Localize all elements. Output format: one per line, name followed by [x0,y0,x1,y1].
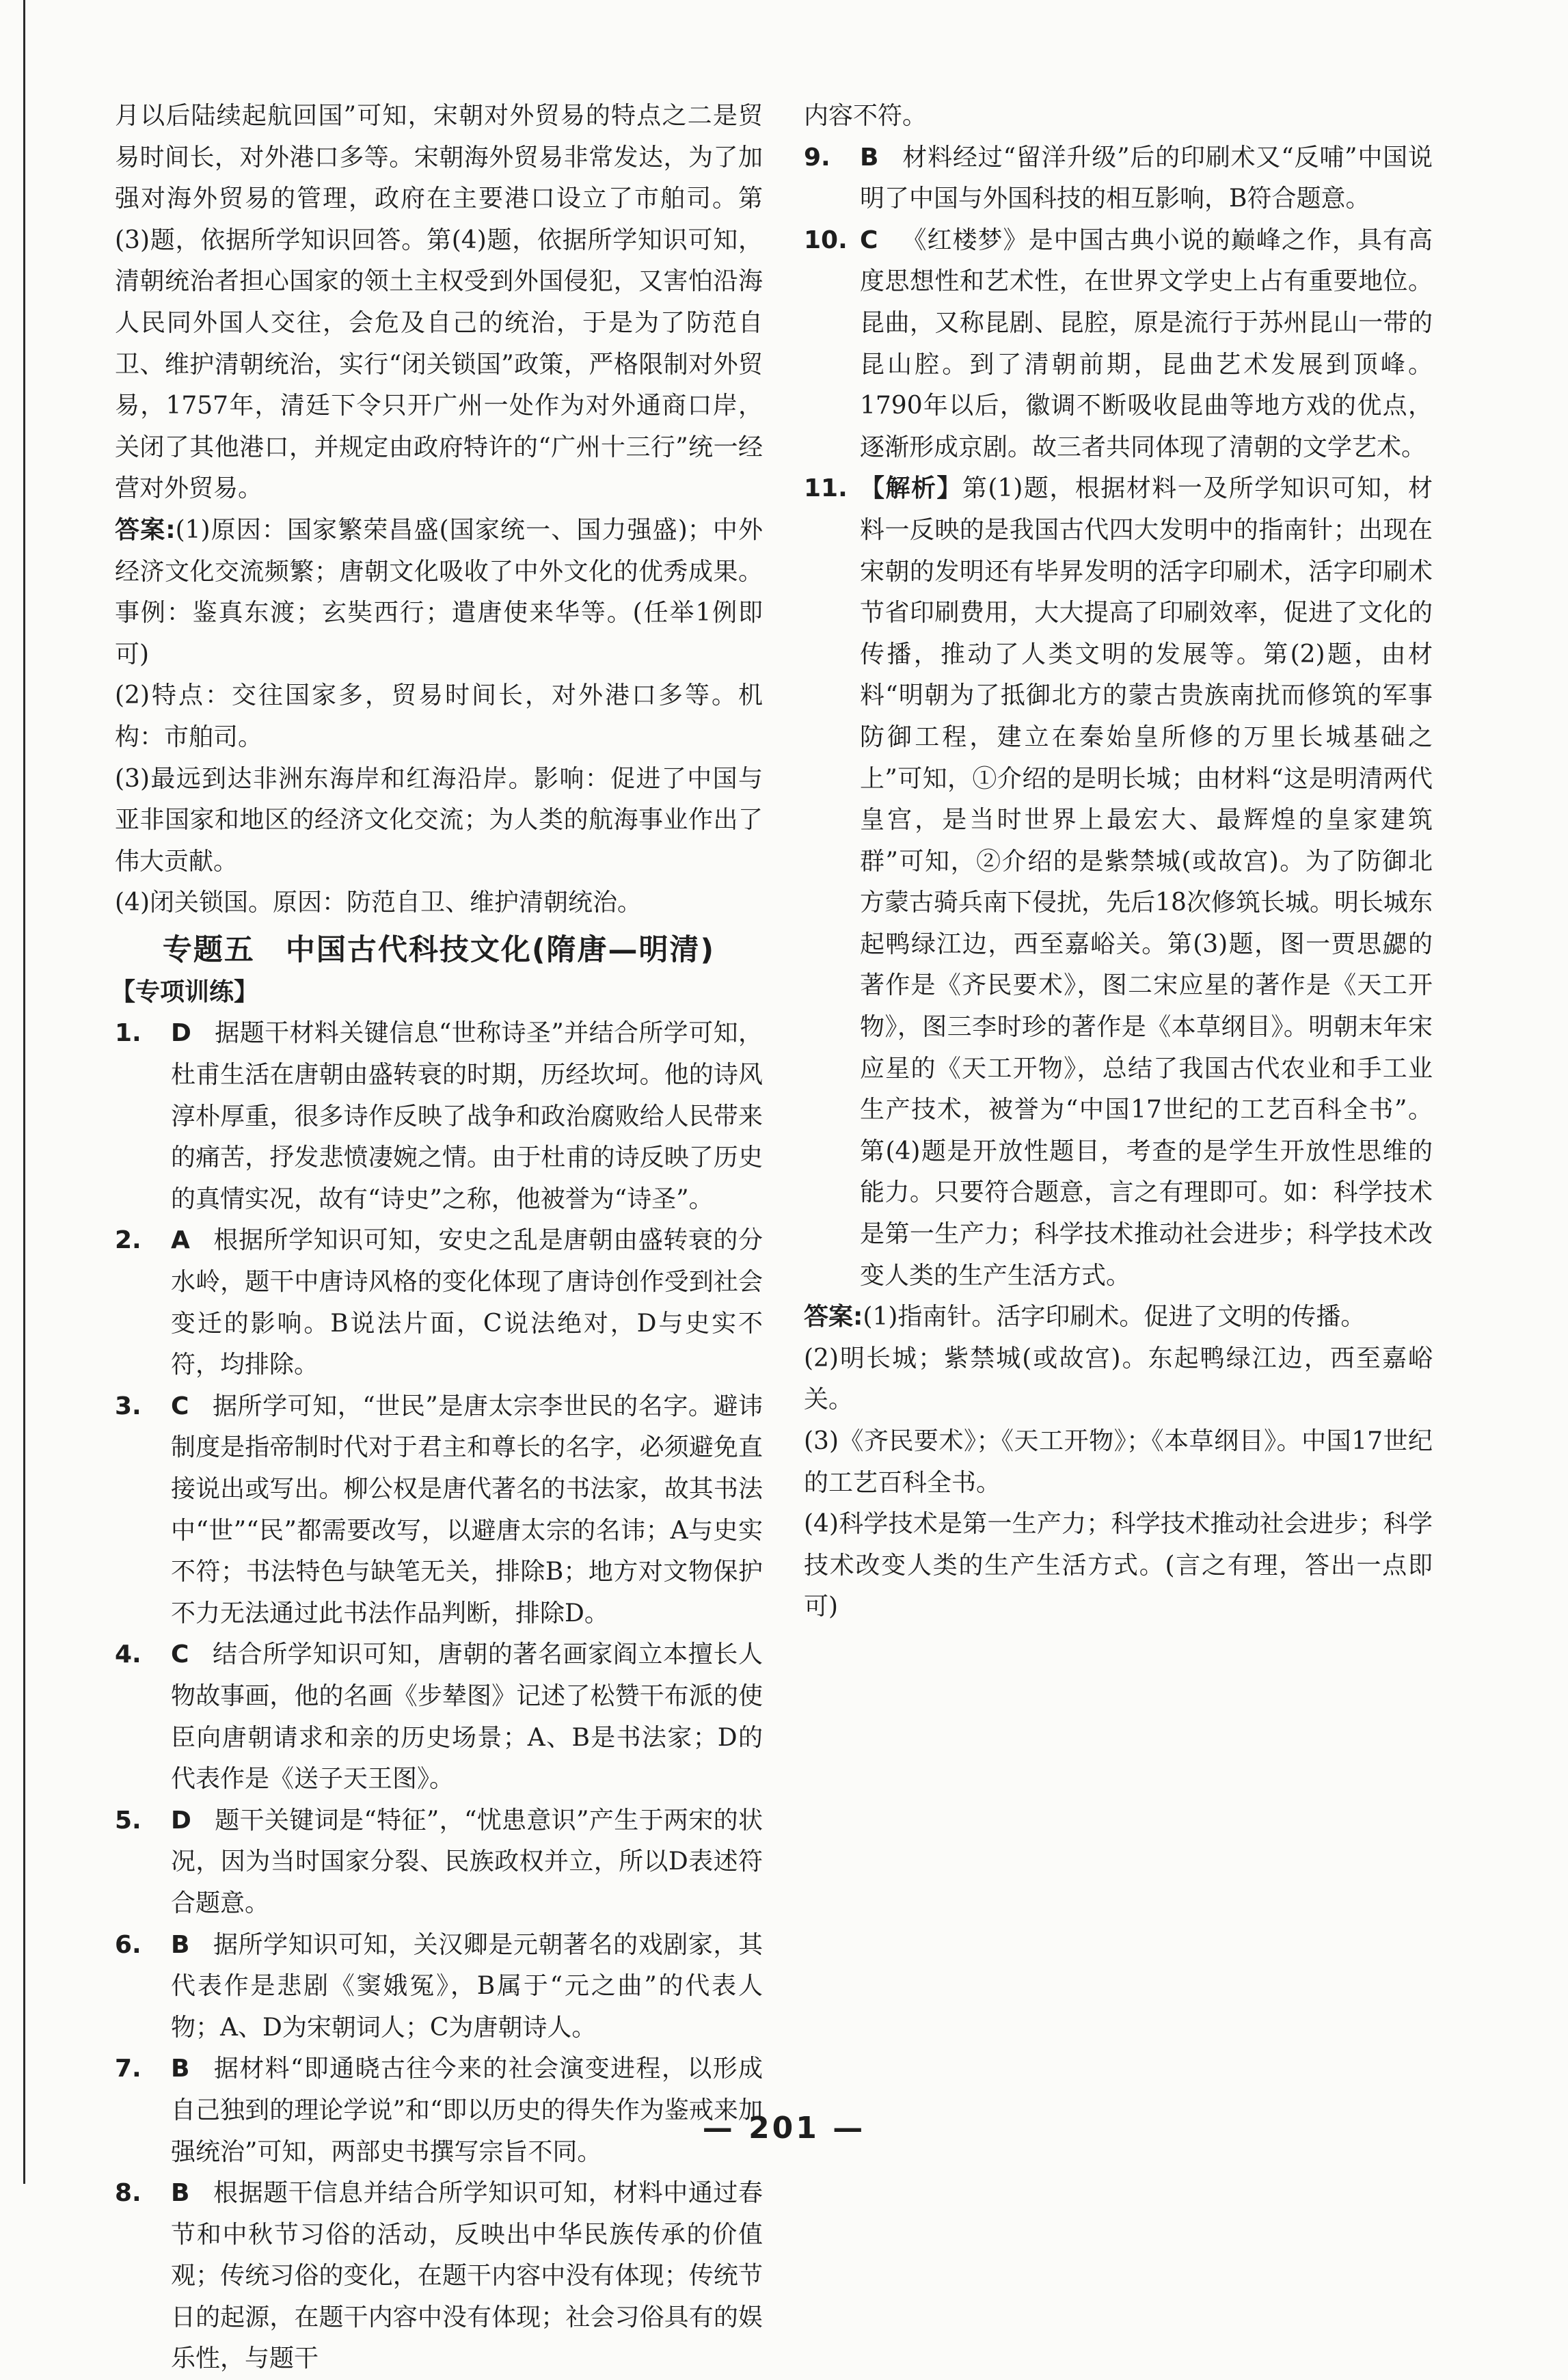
item-answer-letter: B [860,143,879,172]
question-item [804,137,1433,220]
item-number: 6. [115,1930,141,1959]
left-intro-paragraph: 月以后陆续起航回国”可知，宋朝对外贸易的特点之二是贸易时间长，对外港口多等。宋朝海外贸易非常发达，为了加强对海外贸易的管理，政府在主要港口设立了市舶司。第(3)题，依据所学知识回答。第(4)题，依据所学知识可知，清朝统治者担心国家的领土主权受到外国侵犯，又害怕沿海人民同外国人交往，会危及自己的统治，于是为了防范自卫、维护清朝统治，实行“闭关锁国”政策，严格限制对外贸易，1757年，清廷下令只开广州一处作为对外通商口岸，关闭了其他港口，并规定由政府特许的“广州十三行”统一经营对外贸易。 [115,102,763,503]
section-title: 专题五 中国古代科技文化(隋唐—明清) [162,932,716,967]
page-number: — 201 — [702,2111,866,2146]
question-item [115,2173,763,2380]
item-number: 10. [804,226,848,254]
right-column [804,96,1433,1628]
question-item [804,220,1433,469]
item-explanation: 第(1)题，根据材料一及所学知识可知，材料一反映的是我国古代四大发明中的指南针；出现在宋朝的发明还有毕昇发明的活字印刷术，活字印刷术节省印刷费用，大大提高了印刷效率，促进了文化的传播，推动了人类文明的发展等。第(2)题，由材料“明朝为了抵御北方的蒙古贵族南扰而修筑的军事防御工程，建立在秦始皇所修的万里长城基础之上”可知，①介绍的是明长城；由材料“这是明清两代皇宫，是当时世界上最宏大、最辉煌的皇家建筑群”可知，②介绍的是紫禁城(或故宫)。为了防御北方蒙古骑兵南下侵扰，先后18次修筑长城。明长城东起鸭绿江边，西至嘉峪关。第(3)题，图一贾思勰的著作是《齐民要术》，图二宋应星的著作是《天工开物》，图三李时珍的著作是《本草纲目》。明朝末年宋应星的《天工开物》，总结了我国古代农业和手工业生产技术，被誉为“中国17世纪的工艺百科全书”。第(4)题是开放性题目，考查的是学生开放性思维的能力。只要符合题意，言之有理即可。如：科学技术是第一生产力；科学技术推动社会进步；科学技术改变人类的生产生活方式。 [860,474,1433,1290]
item-number: 2. [115,1226,141,1255]
answer-label: 答案: [115,515,176,544]
answer-text: (3)最远到达非洲东海岸和红海沿岸。影响：促进了中国与亚非国家和地区的经济文化交流；为人类的航海事业作出了伟大贡献。 [115,764,763,876]
item-explanation: 据所学知识可知，关汉卿是元朝著名的戏剧家，其代表作是悲剧《窦娥冤》，B属于“元之曲”的代表人物；A、D为宋朝词人；C为唐朝诗人。 [171,1930,763,2042]
question-item [115,1800,763,1925]
left-column [111,96,763,2380]
item-explanation: 《红楼梦》是中国古典小说的巅峰之作，具有高度思想性和艺术性，在世界文学史上占有重要地位。昆曲，又称昆剧、昆腔，原是流行于苏州昆山一带的昆山腔。到了清朝前期，昆曲艺术发展到顶峰。1790年以后，徽调不断吸收昆曲等地方戏的优点，逐渐形成京剧。故三者共同体现了清朝的文学艺术。 [860,226,1433,461]
question-item [115,1634,763,1800]
answer-block-11 [804,1297,1433,1338]
continued-text: 内容不符。 [804,102,928,130]
answer-text: (4)闭关锁国。原因：防范自卫、维护清朝统治。 [115,889,642,917]
item-explanation: 结合所学知识可知，唐朝的著名画家阎立本擅长人物故事画，他的名画《步辇图》记述了松赞干布派的使臣向唐朝请求和亲的历史场景；A、B是书法家；D的代表作是《送子天王图》。 [171,1640,763,1794]
item-number: 7. [115,2055,141,2083]
item-number: 8. [115,2179,141,2208]
analysis-tag: 【解析】 [860,474,962,503]
section-tag: 【专项训练】 [111,977,259,1006]
item-number: 9. [804,143,830,172]
item-number: 3. [115,1392,141,1420]
answer-label: 答案: [804,1303,863,1331]
answer-text: (1)指南针。活字印刷术。促进了文明的传播。 [863,1303,1366,1331]
item-explanation: 根据题干信息并结合所学知识可知，材料中通过春节和中秋节习俗的活动，反映出中华民族传承的价值观；传统习俗的变化，在题干内容中没有体现；传统节日的起源，在题干内容中没有体现；社会习俗具有的娱乐性，与题干 [171,2179,763,2373]
item-answer-letter: D [171,1806,191,1835]
item-explanation: 据题干材料关键信息“世称诗圣”并结合所学可知，杜甫生活在唐朝由盛转衰的时期，历经坎坷。他的诗风淳朴厚重，很多诗作反映了战争和政治腐败给人民带来的痛苦，抒发悲愤凄婉之情。由于杜甫的诗反映了历史的真情实况，故有“诗史”之称，他被誉为“诗圣”。 [171,1019,763,1213]
item-explanation: 根据所学知识可知，安史之乱是唐朝由盛转衰的分水岭，题干中唐诗风格的变化体现了唐诗创作受到社会变迁的影响。B说法片面，C说法绝对，D与史实不符，均排除。 [171,1226,763,1379]
item-answer-letter: C [860,226,878,254]
item-explanation: 据所学可知，“世民”是唐太宗李世民的名字。避讳制度是指帝制时代对于君主和尊长的名字，必须避免直接说出或写出。柳公权是唐代著名的书法家，故其书法中“世”“民”都需要改写，以避唐太宗的名讳；A与史实不符；书法特色与缺笔无关，排除B；地方对文物保护不力无法通过此书法作品判断，排除D。 [171,1392,763,1627]
question-item [115,1220,763,1385]
answer-text: (2)明长城；紫禁城(或故宫)。东起鸭绿江边，西至嘉峪关。 [804,1344,1433,1414]
answer-block-1 [115,510,763,675]
item-explanation: 题干关键词是“特征”，“忧患意识”产生于两宋的状况，因为当时国家分裂、民族政权并立，所以D表述符合题意。 [171,1806,763,1917]
question-item [115,1925,763,2049]
item-number: 4. [115,1640,141,1669]
page-margin-rule [23,0,25,2184]
left-item-list [115,1013,763,2380]
question-item [115,1013,763,1220]
answer-text: (1)原因：国家繁荣昌盛(国家统一、国力强盛)；中外经济文化交流频繁；唐朝文化吸收了中外文化的优秀成果。事例：鉴真东渡；玄奘西行；遣唐使来华等。(任举1例即可) [115,515,763,668]
answer-text: (4)科学技术是第一生产力；科学技术推动社会进步；科学技术改变人类的生产生活方式。(言之有理，答出一点即可) [804,1510,1433,1621]
item-number: 11. [804,474,848,503]
answer-text: (3)《齐民要术》；《天工开物》；《本草纲目》。中国17世纪的工艺百科全书。 [804,1427,1433,1497]
item-answer-letter: C [171,1392,189,1420]
item-answer-letter: A [171,1226,190,1255]
answer-text: (2)特点：交往国家多，贸易时间长，对外港口多等。机构：市舶司。 [115,681,763,751]
item-number: 5. [115,1806,141,1835]
item-answer-letter: B [171,1930,190,1959]
item-explanation: 材料经过“留洋升级”后的印刷术又“反哺”中国说明了中国与外国科技的相互影响，B符合题意。 [860,143,1433,213]
question-item [115,1386,763,1635]
item-answer-letter: C [171,1640,189,1669]
item-answer-letter: B [171,2179,190,2208]
item-answer-letter: B [171,2055,190,2083]
item-number: 1. [115,1019,141,1048]
question-item [804,468,1433,1297]
item-answer-letter: D [171,1019,191,1048]
item-explanation: 据材料“即通晓古往今来的社会演变进程，以形成自己独到的理论学说”和“即以历史的得失作为鉴戒来加强统治”可知，两部史书撰写宗旨不同。 [171,2055,763,2166]
